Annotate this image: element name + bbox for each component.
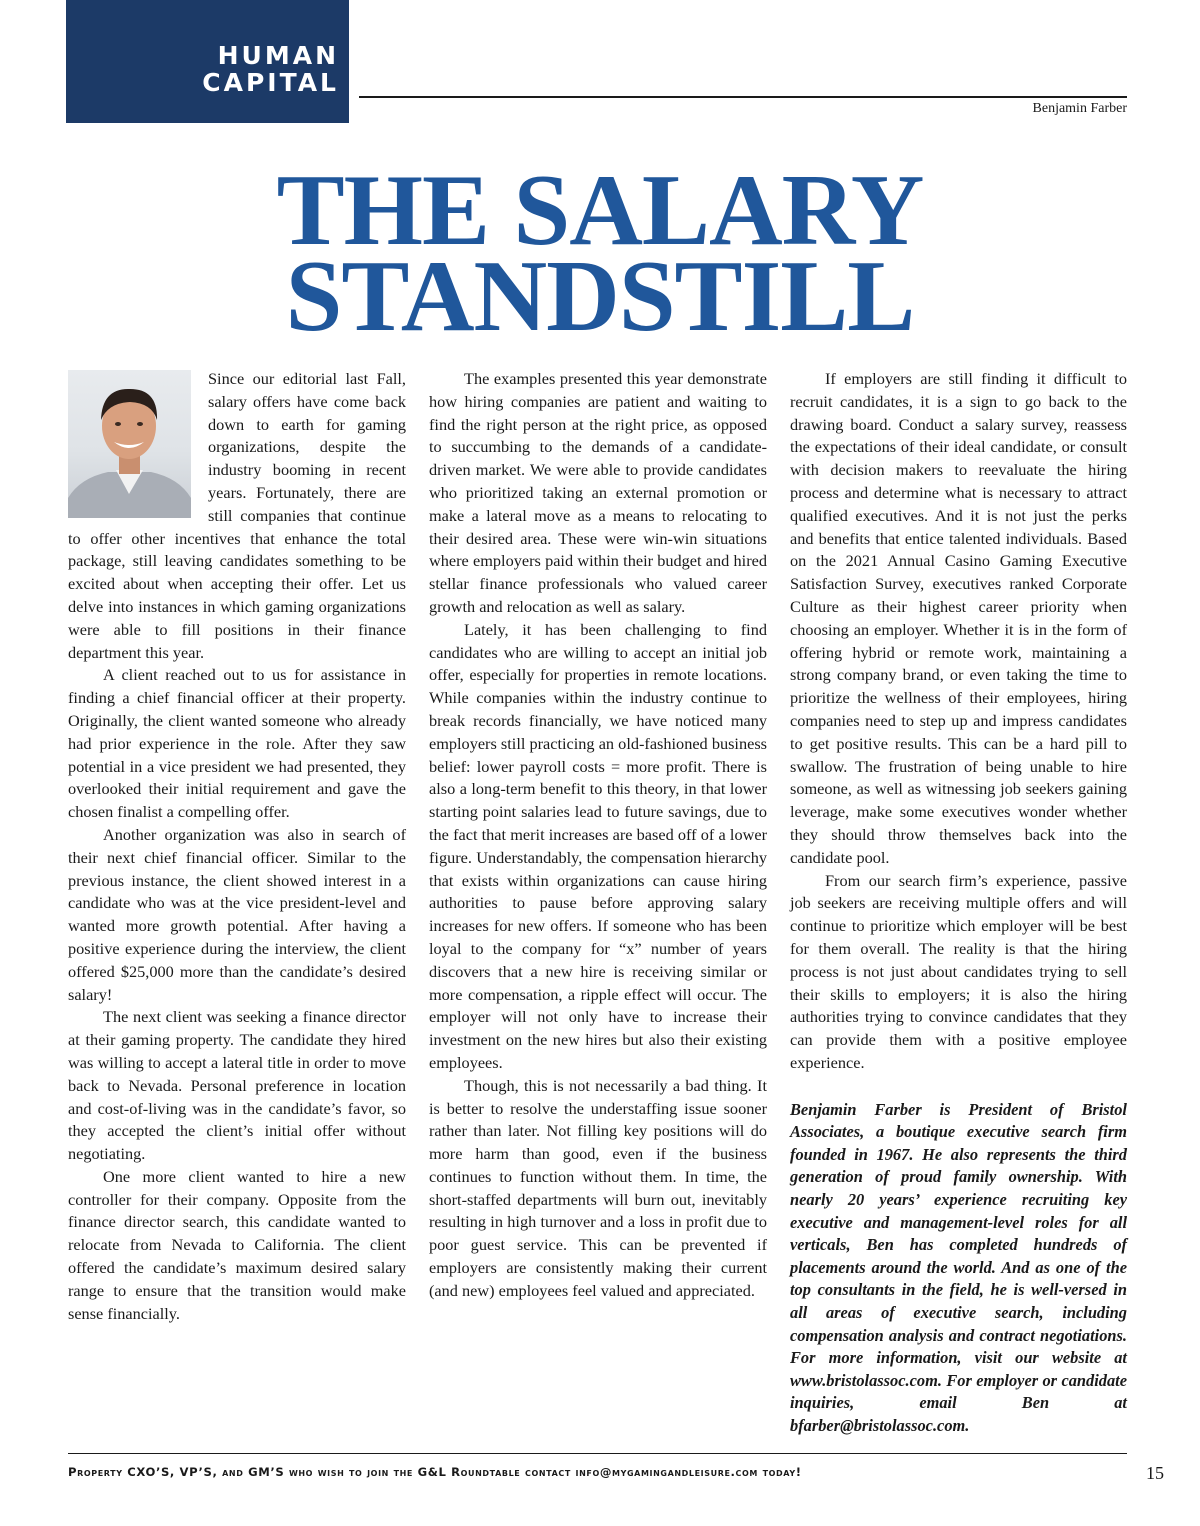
- title-line2: STANDSTILL: [285, 240, 915, 353]
- article-column-3: [790, 368, 1127, 1438]
- section-label-line2: CAPITAL: [202, 68, 339, 97]
- author-photo: [68, 370, 191, 518]
- column1-paragraph: A client reached out to us for assistance in finding a chief financial officer at their property. Originally, the client wanted someone who already had prior experience in the role. After they saw potential in a vice president we had presented, they overlooked their initial requirement and gave the chosen finalist a compelling offer.: [68, 665, 406, 822]
- column3-paragraph: If employers are still finding it difficult to recruit candidates, it is a sign to go back to the drawing board. Conduct a salary survey, reassess the expectations of their ideal candidate, or consult with decision makers to reevaluate the hiring process and determine what is necessary to attract qualified executives. And it is not just the perks and benefits that entice talented individuals. Based on the 2021 Annual Casino Gaming Executive Satisfaction Survey, executives ranked Corporate Culture as their highest career priority when choosing an employer. Whether it is in the form of offering hybrid or remote work, maintaining a strong company brand, or even taking the time to prioritize the wellness of their employees, hiring companies need to step up and impress candidates to get positive results. This can be a hard pill to swallow. The frustration of being unable to hire someone, as well as witnessing job seekers gaining leverage, make some executives wonder whether they should throw themselves back into the candidate pool.: [790, 369, 1127, 867]
- section-label-line1: HUMAN: [217, 41, 339, 70]
- footer-rule: [68, 1453, 1127, 1454]
- column2-paragraph: The examples presented this year demonstrate how hiring companies are patient and waiting to find the right person at the right price, as opposed to succumbing to the demands of a candidate-driven market. We were able to provide candidates who prioritized taking an external promotion or make a lateral move as a means to relocating to their desired area. These were win-win situations where employers paid within their budget and hired stellar finance professionals who valued career growth and relocation as well as salary.: [429, 369, 767, 616]
- column1-paragraph: One more client wanted to hire a new controller for their company. Opposite from the finance director search, this candidate wanted to relocate from Nevada to California. The client offered the candidate’s maximum desired salary range to ensure that the transition would make sense financially.: [68, 1166, 406, 1323]
- section-tab: [66, 0, 349, 123]
- column3-paragraph: From our search firm’s experience, passive job seekers are receiving multiple offers and will continue to prioritize which employer will be best for them overall. The reality is that the hiring process is not just about candidates trying to sell their skills to employers; it is also the hiring authorities trying to convince candidates that they can provide them with a positive employee experience.: [790, 870, 1127, 1072]
- column2-paragraph: Lately, it has been challenging to find candidates who are willing to accept an initial job offer, especially for properties in remote locations. While companies within the industry continue to break records financially, we have noticed many employers still practicing an old-fashioned business belief: lower payroll costs = more profit. There is also a long-term benefit to this theory, in that lower starting point salaries lead to future savings, due to the fact that merit increases are based off of a lower figure. Understandably, the compensation hierarchy that exists within organizations can cause hiring authorities to pause before approving salary increases for new offers. If someone who has been loyal to the company for “x” number of years discovers that a new hire is receiving similar or more compensation, a ripple effect will occur. The employer will not only have to increase their investment on the new hires but also their existing employees.: [429, 619, 767, 1072]
- byline: Benjamin Farber: [1032, 101, 1127, 116]
- header-rule: [359, 96, 1127, 98]
- column1-paragraph: Since our editorial last Fall, salary offers have come back down to earth for gaming organizations, despite the industry booming in recent years. Fortunately, there are still companies that continue to offer other incentives that enhance the total package, still leaving candidates something to be excited about when accepting their offer. Let us delve into instances in which gaming organizations were able to fill positions in their finance department this year.: [68, 369, 406, 662]
- page-number: 15: [1146, 1463, 1164, 1483]
- footer-banner: Property CXO’S, VP’S, and GM’S who wish to join the G&L Roundtable contact info@mygamingandleisure.com today!: [68, 1465, 802, 1479]
- article-column-1: [68, 368, 406, 1325]
- column1-paragraph: Another organization was also in search of their next chief financial officer. Similar to the previous instance, the client showed interest in a candidate who was at the vice president-level and wanted more growth potential. After having a positive experience during the interview, the client offered $25,000 more than the candidate’s desired salary!: [68, 824, 406, 1004]
- column1-paragraph: The next client was seeking a finance director at their gaming property. The candidate they hired was willing to accept a lateral title in order to move back to Nevada. Personal preference in location and cost-of-living was in the candidate’s favor, so they accepted the client’s initial offer without negotiating.: [68, 1007, 406, 1164]
- article-title: [0, 154, 1200, 353]
- column2-paragraph: Though, this is not necessarily a bad thing. It is better to resolve the understaffing issue sooner rather than later. Not filling key positions will do more harm than good, even if the business continues to function without them. In time, the short-staffed departments will burn out, inevitably resulting in high turnover and a loss in profit due to poor guest service. This can be prevented if employers are consistently making their current (and new) employees feel valued and appreciated.: [429, 1075, 767, 1300]
- title-line1: THE SALARY: [276, 154, 924, 267]
- author-bio: Benjamin Farber is President of Bristol Associates, a boutique executive search firm founded in 1967. He also represents the third generation of proud family ownership. With nearly 20 years’ experience recruiting key executive and management-level roles for all verticals, Ben has completed hundreds of placements around the world. And as one of the top consultants in the field, he is well-versed in all areas of executive search, including compensation analysis and contract negotiations. For more information, visit our website at www.bristolassoc.com. For employer or candidate inquiries, email Ben at bfarber@bristolassoc.com.: [790, 1099, 1127, 1436]
- article-column-2: [429, 368, 767, 1303]
- author-portrait-icon: [68, 370, 191, 518]
